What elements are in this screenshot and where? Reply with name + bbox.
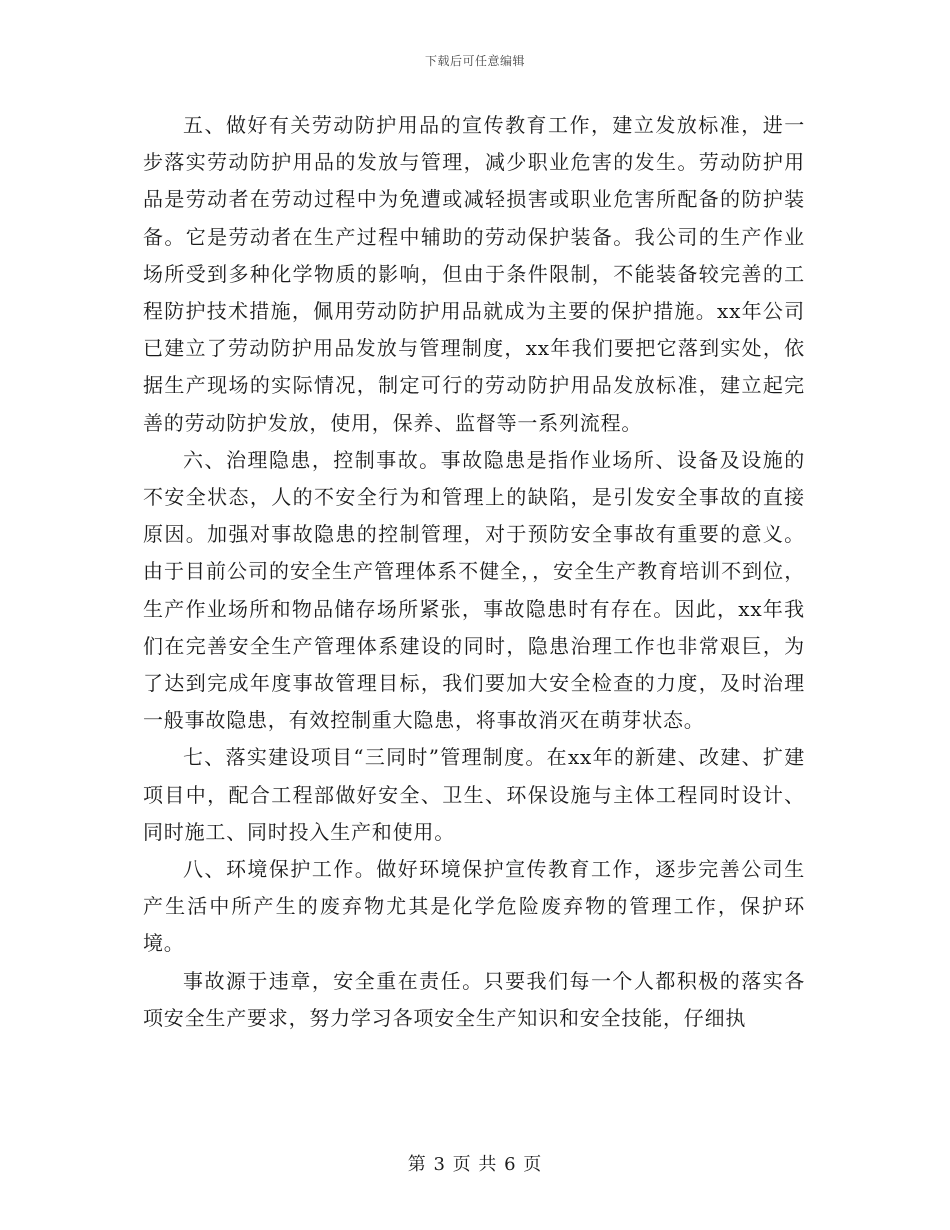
paragraph-hazard-control: 六、治理隐患，控制事故。事故隐患是指作业场所、设备及设施的不安全状态，人的不安全行为和管理上的缺陷，是引发安全事故的直接原因。加强对事故隐患的控制管理，对于预防安全事故有重要的意义。由于目前公司的安全生产管理体系不健全，，安全生产教育培训不到位，生产作业场所和物品储存场所紧张，事故隐患时有存在。因此，xx年我们在完善安全生产管理体系建设的同时，隐患治理工作也非常艰巨，为了达到完成年度事故管理目标，我们要加大安全检查的力度，及时治理一般事故隐患，有效控制重大隐患，将事故消灭在萌芽状态。 <box>143 447 805 733</box>
paragraph-conclusion: 事故源于违章，安全重在责任。只要我们每一个人都积极的落实各项安全生产要求，努力学习各项安全生产知识和安全技能，仔细执 <box>143 968 805 1030</box>
page-number-footer: 第 3 页 共 6 页 <box>407 1154 543 1175</box>
paragraph-environmental-protection: 八、环境保护工作。做好环境保护宣传教育工作，逐步完善公司生产生活中所产生的废弃物尤其是化学危险废弃物的管理工作，保护环境。 <box>143 857 805 956</box>
page-header: 下载后可任意编辑 <box>424 54 525 68</box>
paragraph-protective-equipment: 五、做好有关劳动防护用品的宣传教育工作，建立发放标准，进一步落实劳动防护用品的发放与管理，减少职业危害的发生。劳动防护用品是劳动者在劳动过程中为免遭或减轻损害或职业危害所配备的防护装备。它是劳动者在生产过程中辅助的劳动保护装备。我公司的生产作业场所受到多种化学物质的影响，但由于条件限制，不能装备较完善的工程防护技术措施，佩用劳动防护用品就成为主要的保护措施。xx年公司已建立了劳动防护用品发放与管理制度，xx年我们要把它落到实处，依据生产现场的实际情况，制定可行的劳动防护用品发放标准，建立起完善的劳动防护发放，使用，保养、监督等一系列流程。 <box>143 113 805 435</box>
document-body <box>143 107 805 1037</box>
paragraph-three-simultaneous: 七、落实建设项目“三同时”管理制度。在xx年的新建、改建、扩建项目中，配合工程部做好安全、卫生、环保设施与主体工程同时设计、同时施工、同时投入生产和使用。 <box>143 745 805 844</box>
